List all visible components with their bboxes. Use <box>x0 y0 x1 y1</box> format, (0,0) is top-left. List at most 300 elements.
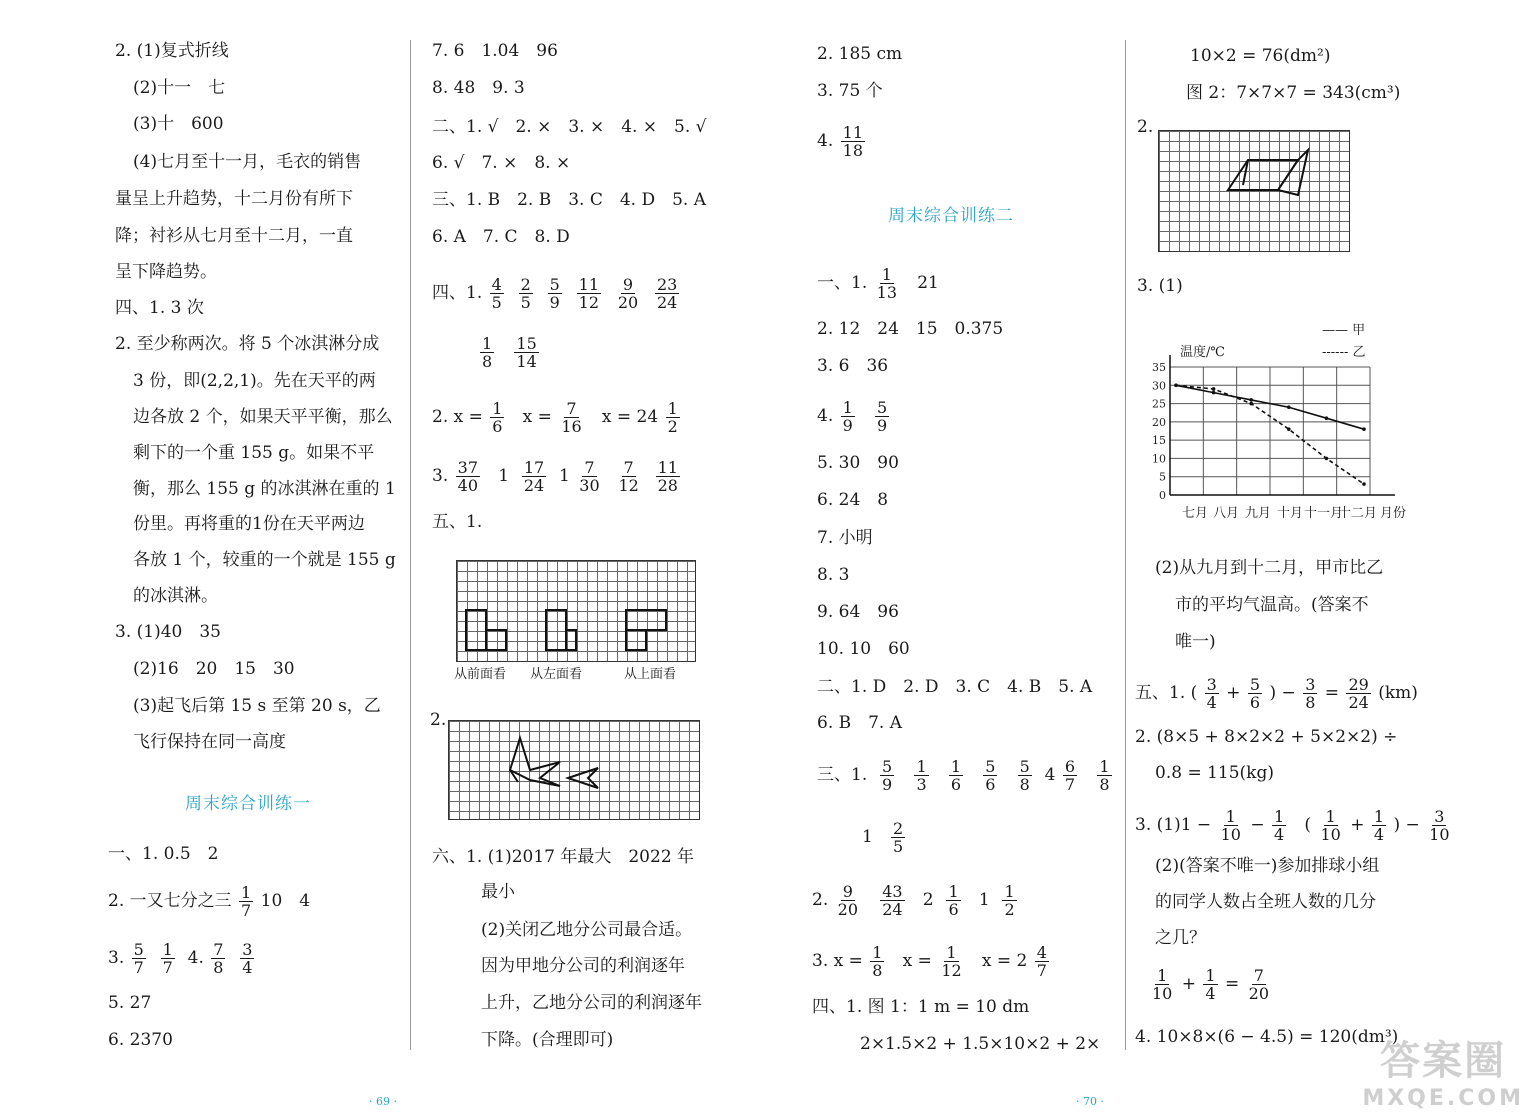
answer-line <box>817 758 1114 793</box>
numerator: 1 <box>842 398 853 417</box>
denominator: 10 <box>1429 825 1450 844</box>
answer-line: 的同学人数占全班人数的几分 <box>1155 892 1376 912</box>
answer-line: 3 份，即(2,2,1)。先在天平的两 <box>133 371 376 391</box>
answer-line: 的冰淇淋。 <box>133 586 218 606</box>
x-axis-unit: 月份 <box>1380 506 1407 521</box>
answer-text: ) − <box>1269 683 1296 703</box>
numerator: 1 <box>1004 882 1015 901</box>
numerator: 1 <box>946 943 957 962</box>
answer-line: 各放 1 个，较重的一个就是 155 g <box>133 550 396 570</box>
answer-line <box>108 884 310 919</box>
x-tick-label: 十二月 <box>1338 506 1378 521</box>
denominator: 7 <box>133 958 144 977</box>
answer-text: = <box>1225 974 1240 994</box>
fraction <box>875 266 899 301</box>
fraction <box>655 276 679 311</box>
fraction <box>666 400 680 435</box>
fraction <box>949 758 963 793</box>
answer-text: 10 4 <box>260 891 311 911</box>
answer-line: 五、1. <box>432 512 483 532</box>
fraction <box>490 400 504 435</box>
numerator: 9 <box>842 882 853 901</box>
denominator: 4 <box>1274 825 1285 844</box>
answer-text: 四、1. <box>432 283 483 303</box>
denominator: 8 <box>1019 775 1030 794</box>
answer-text: 21 <box>917 273 939 293</box>
fraction <box>841 399 855 434</box>
fraction <box>522 459 546 494</box>
fraction <box>161 941 175 976</box>
answer-text: 4 <box>1044 765 1056 785</box>
section-title: 周末综合训练二 <box>888 206 1014 226</box>
fraction <box>490 276 504 311</box>
answer-text: 3. <box>108 948 125 968</box>
fraction <box>1035 944 1049 979</box>
fraction <box>1318 808 1342 843</box>
y-tick-label: 15 <box>1152 434 1166 448</box>
data-point-乙 <box>1174 383 1178 387</box>
denominator: 7 <box>241 901 252 920</box>
answer-line: 5. 27 <box>108 993 152 1013</box>
column-divider <box>410 40 411 1050</box>
numerator: 1 <box>916 757 927 776</box>
denominator: 4 <box>1373 825 1385 844</box>
answer-line <box>478 335 541 370</box>
denominator: 10 <box>1152 984 1173 1003</box>
answer-line: 上升，乙地分公司的利润逐年 <box>481 993 702 1013</box>
numerator: 37 <box>457 458 478 477</box>
fraction <box>891 820 905 855</box>
answer-text: x = 24 <box>601 407 659 427</box>
numerator: 6 <box>1064 757 1076 776</box>
data-point-甲 <box>1287 405 1291 409</box>
fraction <box>1247 967 1271 1002</box>
denominator: 4 <box>242 958 253 977</box>
fraction <box>1063 758 1077 793</box>
watermark-glyph: 答案圈 <box>1380 1038 1507 1084</box>
answer-line: 衡，那么 155 g 的冰淇淋在重的 1 <box>133 479 396 499</box>
answer-line: 唯一) <box>1175 632 1216 652</box>
denominator: 8 <box>1305 693 1316 712</box>
fraction <box>456 459 480 494</box>
answer-text: x = 2 <box>981 951 1028 971</box>
view-caption: 从上面看 <box>624 667 677 682</box>
fraction <box>836 883 860 918</box>
answer-line: 6. √ 7. × 8. × <box>432 153 571 173</box>
answer-line: 2×1.5×2 + 1.5×10×2 + 2× <box>860 1034 1101 1054</box>
answer-line <box>817 124 867 159</box>
denominator: 5 <box>893 837 904 856</box>
denominator: 9 <box>549 293 560 312</box>
numerator: 1 <box>1205 966 1216 985</box>
legend-item: ------ 乙 <box>1322 345 1366 360</box>
denominator: 13 <box>876 283 897 302</box>
answer-line: 最小 <box>481 882 515 902</box>
answer-line <box>432 400 682 435</box>
answer-line: 因为甲地分公司的利润逐年 <box>481 956 685 976</box>
denominator: 14 <box>516 352 537 371</box>
answer-line <box>432 276 681 311</box>
data-point-甲 <box>1362 427 1366 431</box>
x-tick-label: 十月 <box>1277 506 1304 521</box>
answer-line <box>817 399 891 434</box>
answer-line: 市的平均气温高。(答案不 <box>1175 595 1369 615</box>
answer-line: 0.8 = 115(kg) <box>1155 763 1274 783</box>
numerator: 1 <box>162 940 173 959</box>
fraction <box>870 944 884 979</box>
denominator: 4 <box>1206 693 1217 712</box>
numerator: 4 <box>491 275 502 294</box>
numerator: 11 <box>657 458 678 477</box>
answer-line: 6. B 7. A <box>817 713 903 733</box>
answer-line: 图 2：7×7×7 = 343(cm³) <box>1186 83 1401 103</box>
denominator: 7 <box>1064 775 1076 794</box>
denominator: 5 <box>491 293 502 312</box>
numerator: 5 <box>1249 675 1261 694</box>
data-point-乙 <box>1287 427 1291 431</box>
answer-line: 6. A 7. C 8. D <box>432 227 570 247</box>
page-number: · 70 · <box>1076 1095 1104 1108</box>
data-point-乙 <box>1249 402 1253 406</box>
answer-line <box>817 266 939 301</box>
answer-text: = <box>1324 683 1340 703</box>
denominator: 9 <box>882 775 893 794</box>
answer-line: 3. (1)40 35 <box>115 622 221 642</box>
answer-line: 一、1. 0.5 2 <box>108 844 219 864</box>
answer-line: 2. (8×5 + 8×2×2 + 5×2×2) ÷ <box>1135 727 1398 747</box>
numerator: 23 <box>656 275 678 294</box>
fraction <box>946 883 960 918</box>
denominator: 24 <box>523 476 545 495</box>
answer-text: 3. x = <box>812 951 863 971</box>
numerator: 7 <box>1253 966 1264 985</box>
numerator: 1 <box>492 399 503 418</box>
answer-line: 5. 30 90 <box>817 453 899 473</box>
answer-line <box>1135 676 1418 711</box>
fraction <box>880 758 894 793</box>
answer-line: 3. 75 个 <box>817 81 883 101</box>
answer-text: 1 <box>978 890 990 910</box>
fraction <box>514 335 538 370</box>
fraction <box>616 276 640 311</box>
answer-text: (km) <box>1378 683 1418 703</box>
answer-text: 1 <box>559 466 570 486</box>
answer-text: − <box>1250 815 1265 835</box>
fraction <box>1097 758 1111 793</box>
x-tick-label: 八月 <box>1213 506 1240 521</box>
data-point-甲 <box>1325 416 1329 420</box>
answer-line: 份里。再将重的1份在天平两边 <box>133 514 365 534</box>
answer-text: 2. x = <box>432 407 483 427</box>
denominator: 2 <box>1004 900 1015 919</box>
numerator: 43 <box>882 882 903 901</box>
fraction <box>480 335 494 370</box>
answer-text: + <box>1226 683 1241 703</box>
answer-line: (3)十 600 <box>133 114 224 134</box>
denominator: 6 <box>492 417 503 436</box>
numerator: 3 <box>1206 675 1217 694</box>
answer-text: 4. <box>817 406 834 426</box>
answer-line: 六、1. (1)2017 年最大 2022 年 <box>432 847 695 867</box>
fraction <box>1303 676 1317 711</box>
denominator: 2 <box>667 417 678 436</box>
fraction <box>240 941 254 976</box>
denominator: 3 <box>916 775 927 794</box>
view-caption: 从前面看 <box>454 667 507 682</box>
three-view-shapes <box>456 560 696 662</box>
denominator: 8 <box>213 958 224 977</box>
fraction <box>616 459 640 494</box>
numerator: 5 <box>549 275 560 294</box>
answer-text: 2. 一又七分之三 <box>108 891 232 911</box>
answer-line: (2)从九月到十二月，甲市比乙 <box>1155 558 1384 578</box>
denominator: 6 <box>985 775 996 794</box>
x-tick-label: 七月 <box>1182 506 1209 521</box>
denominator: 10 <box>1220 825 1241 844</box>
transform-shapes <box>448 720 698 820</box>
fraction <box>559 400 583 435</box>
numerator: 2 <box>893 819 904 838</box>
numerator: 3 <box>1434 807 1445 826</box>
numerator: 11 <box>578 275 599 294</box>
fraction <box>1372 808 1386 843</box>
answer-line <box>1148 967 1273 1002</box>
denominator: 20 <box>1248 984 1270 1003</box>
answer-line: 下降。(合理即可) <box>481 1030 614 1050</box>
answer-line: 6. 2370 <box>108 1030 173 1050</box>
answer-line: 2. <box>1137 117 1154 137</box>
fraction <box>519 276 533 311</box>
denominator: 8 <box>872 961 883 980</box>
numerator: 4 <box>1036 943 1047 962</box>
fraction <box>875 399 889 434</box>
fraction <box>577 459 601 494</box>
fraction <box>1018 758 1032 793</box>
watermark-logo <box>1362 1029 1524 1111</box>
denominator: 20 <box>617 293 639 312</box>
answer-line: 9. 64 96 <box>817 602 899 622</box>
answer-line: 6. 24 8 <box>817 490 889 510</box>
denominator: 12 <box>618 476 639 495</box>
denominator: 12 <box>578 293 599 312</box>
answer-text: 4. <box>817 131 834 151</box>
numerator: 2 <box>520 275 531 294</box>
fraction <box>1219 808 1243 843</box>
y-tick-label: 35 <box>1152 361 1166 374</box>
y-tick-label: 25 <box>1152 397 1166 411</box>
denominator: 20 <box>837 900 858 919</box>
answer-line: 2. <box>430 710 447 730</box>
answer-text: 三、1. <box>817 765 868 785</box>
denominator: 7 <box>162 958 173 977</box>
answer-line: 飞行保持在同一高度 <box>133 732 286 752</box>
numerator: 3 <box>1305 675 1316 694</box>
numerator: 5 <box>882 757 893 776</box>
answer-text: 3. <box>432 466 449 486</box>
numerator: 5 <box>877 398 888 417</box>
denominator: 5 <box>520 293 531 312</box>
answer-line: 剩下的一个重 155 g。如果不平 <box>133 443 375 463</box>
cuboid-drawing <box>1158 130 1348 250</box>
fraction <box>211 941 225 976</box>
denominator: 24 <box>882 900 903 919</box>
answer-line: (2)十一 七 <box>133 78 226 98</box>
fraction <box>132 941 146 976</box>
denominator: 8 <box>482 352 493 371</box>
answer-line: 量呈上升趋势，十二月份有所下 <box>115 189 353 209</box>
answer-line: 10. 10 60 <box>817 639 910 659</box>
denominator: 9 <box>842 416 853 435</box>
fraction <box>1427 808 1451 843</box>
numerator: 29 <box>1348 675 1369 694</box>
answer-line: 8. 48 9. 3 <box>432 78 525 98</box>
denominator: 6 <box>948 900 959 919</box>
x-tick-label: 十一月 <box>1304 506 1344 521</box>
numerator: 1 <box>872 943 883 962</box>
answer-text: 五、1. ( <box>1135 683 1198 703</box>
answer-text: x = <box>902 951 932 971</box>
answer-line: (3)起飞后第 15 s 至第 20 s，乙 <box>133 696 381 716</box>
numerator: 1 <box>948 882 959 901</box>
fraction <box>239 884 253 919</box>
answer-line: 2. 12 24 15 0.375 <box>817 319 1004 339</box>
answer-line: 边各放 2 个，如果天平平衡，那么 <box>133 407 393 427</box>
denominator: 24 <box>1348 693 1369 712</box>
numerator: 7 <box>584 458 595 477</box>
numerator: 1 <box>1325 807 1336 826</box>
data-point-甲 <box>1249 398 1253 402</box>
answer-line: (2)关闭乙地分公司最合适。 <box>481 920 693 940</box>
answer-line: 三、1. B 2. B 3. C 4. D 5. A <box>432 190 707 210</box>
answer-line: 呈下降趋势。 <box>115 262 217 282</box>
answer-line: 7. 6 1.04 96 <box>432 41 558 61</box>
answer-line: 8. 3 <box>817 565 850 585</box>
numerator: 1 <box>667 399 678 418</box>
data-point-乙 <box>1212 387 1216 391</box>
answer-line <box>108 941 256 976</box>
fraction <box>1203 967 1217 1002</box>
view-caption: 从左面看 <box>530 667 583 682</box>
section-title: 周末综合训练一 <box>185 794 311 814</box>
fraction <box>914 758 928 793</box>
answer-line <box>812 883 1019 918</box>
denominator: 9 <box>877 416 888 435</box>
denominator: 6 <box>1249 693 1261 712</box>
numerator: 1 <box>241 883 252 902</box>
y-tick-label: 10 <box>1152 452 1166 466</box>
answer-line: 4. 10×8×(6 − 4.5) = 120(dm³) <box>1135 1027 1399 1047</box>
numerator: 1 <box>950 757 962 776</box>
numerator: 7 <box>623 458 634 477</box>
numerator: 7 <box>566 399 577 418</box>
temperature-line-chart <box>1140 355 1400 525</box>
numerator: 5 <box>985 757 996 776</box>
answer-line: 2. (1)复式折线 <box>115 41 229 61</box>
answer-text: 2 <box>922 890 934 910</box>
answer-text: 4. <box>187 948 204 968</box>
answer-line: 降；衬衫从七月至十二月，一直 <box>115 226 353 246</box>
answer-line: 7. 小明 <box>817 528 873 548</box>
answer-line: 四、1. 图 1：1 m = 10 dm <box>812 997 1030 1017</box>
numerator: 5 <box>1019 757 1030 776</box>
answer-text: + <box>1181 974 1197 994</box>
fraction <box>841 124 865 159</box>
y-tick-label: 30 <box>1152 379 1166 393</box>
answer-line: 四、1. 3 次 <box>115 298 204 318</box>
x-tick-label: 九月 <box>1245 506 1272 521</box>
denominator: 7 <box>1036 961 1047 980</box>
denominator: 16 <box>561 417 582 436</box>
answer-line: 3. (1) <box>1137 276 1183 296</box>
answer-text: 1 <box>498 466 510 486</box>
answer-text: 2. <box>812 890 829 910</box>
answer-text: 3. (1)1 − <box>1135 815 1212 835</box>
answer-text: ( <box>1304 815 1312 835</box>
answer-line: 二、1. √ 2. × 3. × 4. × 5. √ <box>432 117 707 137</box>
denominator: 30 <box>579 476 600 495</box>
fraction <box>880 883 904 918</box>
fraction <box>1248 676 1262 711</box>
denominator: 18 <box>842 141 863 160</box>
answer-line: 二、1. D 2. D 3. C 4. B 5. A <box>817 677 1093 697</box>
denominator: 10 <box>1320 825 1341 844</box>
y-axis-label: 温度/℃ <box>1180 345 1225 360</box>
fraction <box>1002 883 1016 918</box>
fraction <box>1272 808 1286 843</box>
answer-line <box>862 820 907 855</box>
denominator: 40 <box>457 476 478 495</box>
fraction <box>1346 676 1370 711</box>
denominator: 28 <box>657 476 678 495</box>
denominator: 12 <box>941 961 962 980</box>
data-point-乙 <box>1362 482 1366 486</box>
fraction <box>577 276 601 311</box>
answer-text: x = <box>522 407 552 427</box>
data-point-乙 <box>1325 457 1329 461</box>
denominator: 24 <box>656 293 678 312</box>
numerator: 5 <box>133 940 144 959</box>
fraction <box>656 459 680 494</box>
y-tick-label: 20 <box>1152 415 1166 429</box>
answer-text: 一、1. <box>817 273 868 293</box>
legend-item: —— 甲 <box>1322 323 1366 338</box>
numerator: 3 <box>242 940 253 959</box>
numerator: 1 <box>1373 807 1385 826</box>
watermark-text: MXQE.COM <box>1362 1086 1524 1111</box>
answer-line <box>812 944 1051 979</box>
denominator: 8 <box>1099 775 1110 794</box>
answer-line: (2)16 20 15 30 <box>133 659 295 679</box>
numerator: 15 <box>516 334 537 353</box>
page-number: · 69 · <box>369 1095 397 1108</box>
answer-line: 之几？ <box>1155 928 1206 948</box>
numerator: 7 <box>213 940 224 959</box>
numerator: 9 <box>622 275 634 294</box>
fraction <box>548 276 562 311</box>
answer-line: (2)(答案不唯一)参加排球小组 <box>1155 856 1380 876</box>
answer-text: 1 <box>862 827 873 847</box>
numerator: 1 <box>1274 807 1285 826</box>
fraction <box>1205 676 1219 711</box>
answer-line: (4)七月至十一月，毛衣的销售 <box>133 152 362 172</box>
numerator: 1 <box>1099 757 1110 776</box>
numerator: 1 <box>1225 807 1236 826</box>
data-point-甲 <box>1212 391 1216 395</box>
denominator: 4 <box>1205 984 1216 1003</box>
answer-line <box>432 459 682 494</box>
answer-text: + <box>1350 815 1365 835</box>
answer-line: 3. 6 36 <box>817 356 889 376</box>
